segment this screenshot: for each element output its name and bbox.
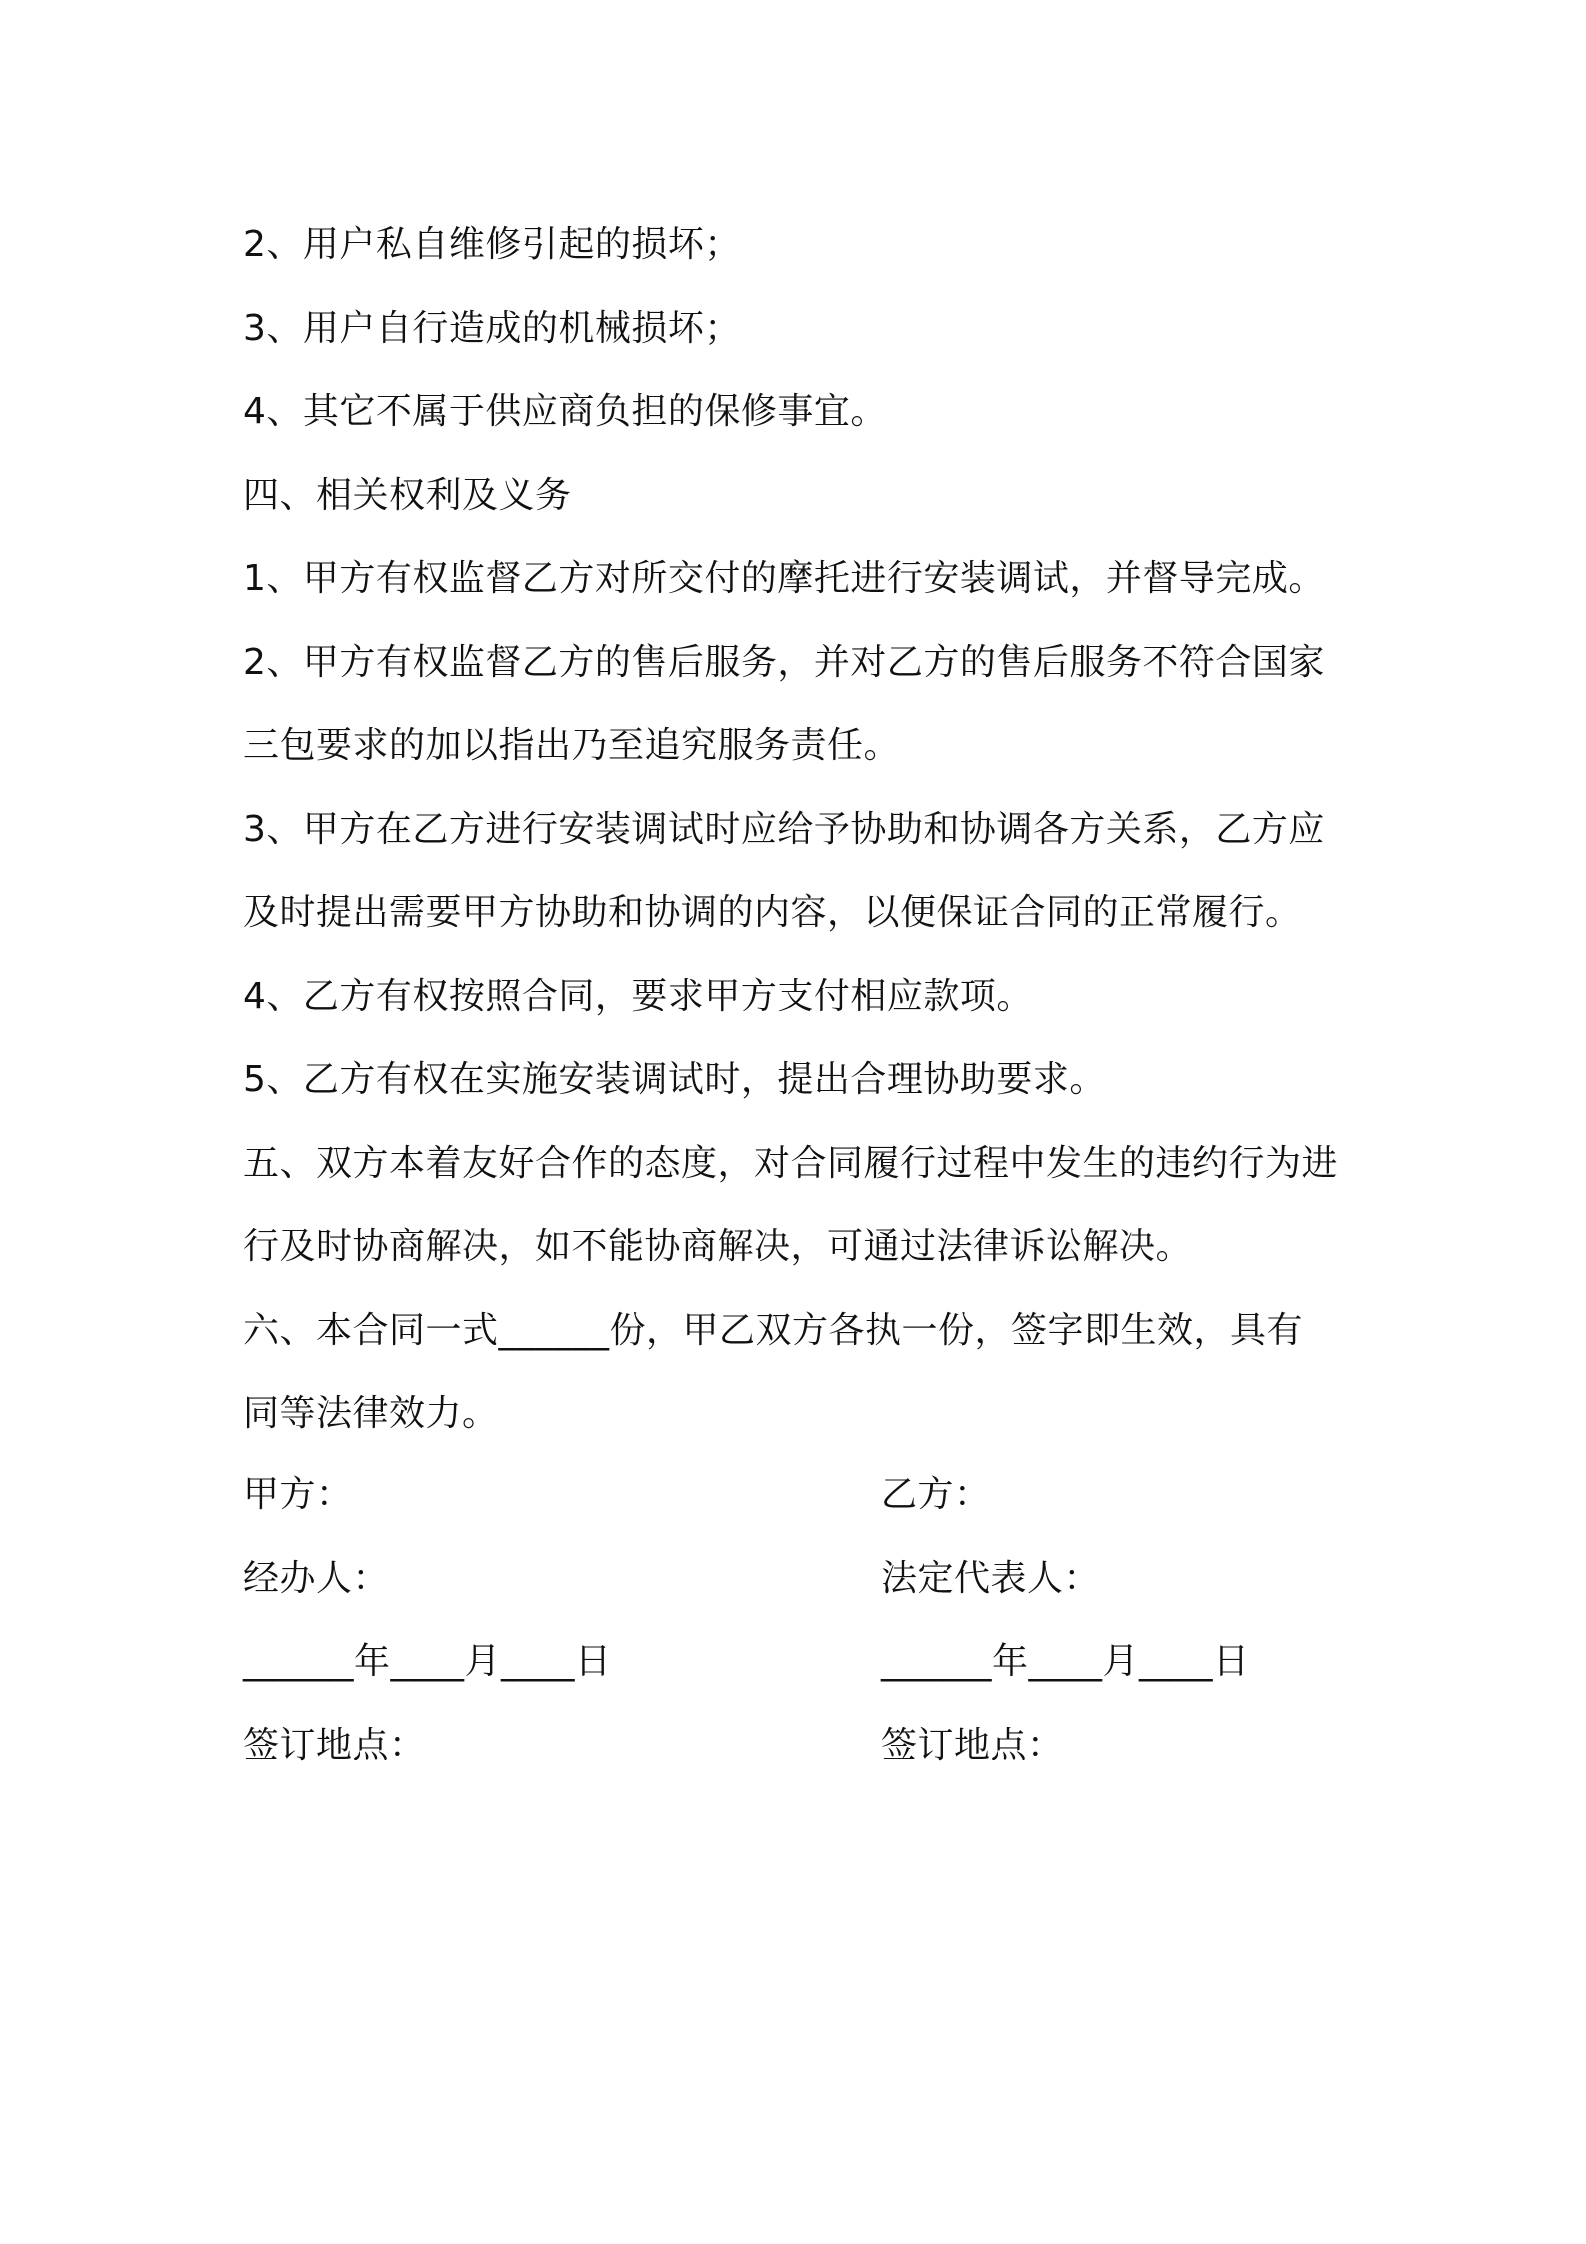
clause-line: 六、本合同一式______份，甲乙双方各执一份，签字即生效，具有	[243, 1309, 1304, 1351]
clause-line: 行及时协商解决，如不能协商解决，可通过法律诉讼解决。	[243, 1226, 1193, 1267]
clause-line: 五、双方本着友好合作的态度，对合同履行过程中发生的违约行为进	[243, 1142, 1339, 1184]
party-b-label: 乙方：	[881, 1474, 991, 1515]
signature-row-date	[243, 1620, 1363, 1704]
clause-line: 5、乙方有权在实施安装调试时，提出合理协助要求。	[243, 1059, 1106, 1100]
date-right: ______年____月____日	[881, 1641, 1250, 1682]
clause-line: 2、甲方有权监督乙方的售后服务，并对乙方的售后服务不符合国家	[243, 641, 1325, 683]
signature-row-representative	[243, 1537, 1363, 1621]
signing-place-left-label: 签订地点：	[243, 1724, 426, 1766]
clause-line: 1、甲方有权监督乙方对所交付的摩托进行安装调试，并督导完成。	[243, 558, 1325, 599]
agent-label: 经办人：	[243, 1557, 390, 1599]
legal-representative-label: 法定代表人：	[881, 1557, 1101, 1599]
signature-row-place	[243, 1704, 1363, 1788]
section-heading: 四、相关权利及义务	[243, 474, 572, 516]
clause-line: 同等法律效力。	[243, 1393, 499, 1434]
clause-line: 3、甲方在乙方进行安装调试时应给予协助和协调各方关系，乙方应	[243, 808, 1325, 850]
signature-row-party	[243, 1453, 1363, 1537]
party-a-label: 甲方：	[243, 1474, 353, 1515]
signing-place-right-label: 签订地点：	[881, 1724, 1064, 1766]
clause-line: 及时提出需要甲方协助和协调的内容，以便保证合同的正常履行。	[243, 892, 1302, 933]
clause-line: 4、乙方有权按照合同，要求甲方支付相应款项。	[243, 975, 1033, 1017]
contract-clauses	[243, 203, 1363, 1456]
clause-line: 3、用户自行造成的机械损坏；	[243, 307, 741, 349]
date-left: ______年____月____日	[243, 1641, 612, 1682]
clause-line: 4、其它不属于供应商负担的保修事宜。	[243, 391, 887, 432]
clause-line: 三包要求的加以指出乃至追究服务责任。	[243, 725, 901, 766]
clause-line: 2、用户私自维修引起的损坏；	[243, 224, 741, 265]
signature-block	[243, 1453, 1363, 1787]
